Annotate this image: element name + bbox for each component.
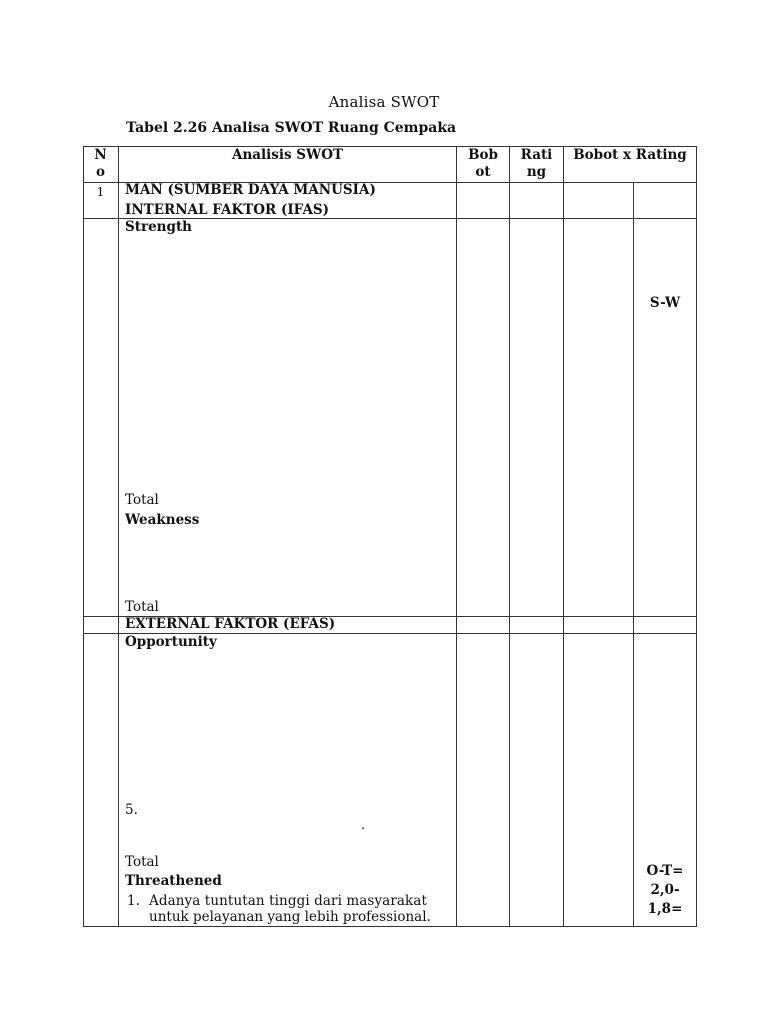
header-bobot-x-rating: Bobot x Rating — [573, 147, 687, 163]
table-border-left — [83, 146, 84, 927]
threat-item-1-line-2: untuk pelayanan yang lebih professional. — [149, 909, 431, 925]
strength-label: Strength — [125, 219, 192, 235]
col-rating-divider — [563, 146, 564, 927]
threat-item-1-number: 1. — [127, 893, 140, 909]
opportunity-total: Total — [125, 854, 159, 870]
row1-internal: INTERNAL FAKTOR (IFAS) — [125, 202, 330, 218]
table-caption: Tabel 2.26 Analisa SWOT Ruang Cempaka — [126, 120, 457, 136]
col-no-divider — [118, 146, 119, 927]
row1-category: MAN (SUMBER DAYA MANUSIA) — [125, 182, 376, 198]
opportunity-item-5: 5. — [125, 802, 138, 818]
header-bobot-2: ot — [475, 164, 491, 180]
weakness-label: Weakness — [125, 512, 200, 528]
header-no-1: N — [94, 147, 107, 163]
opportunity-label: Opportunity — [125, 634, 217, 650]
strength-result: S-W — [649, 295, 681, 311]
threat-item-1-line-1: Adanya tuntutan tinggi dari masyarakat — [149, 893, 427, 909]
header-rating-2: ng — [526, 164, 547, 180]
threat-result-line-2: 2,0- — [650, 882, 680, 898]
external-factor-heading: EXTERNAL FAKTOR (EFAS) — [125, 616, 336, 632]
stray-dot: . — [361, 818, 366, 833]
col-analysis-divider — [456, 146, 457, 927]
weakness-total: Total — [125, 599, 159, 615]
header-rating-1: Rati — [520, 147, 553, 163]
table-border-right — [696, 146, 697, 927]
header-analysis: Analisis SWOT — [231, 147, 344, 163]
header-bobot-1: Bob — [468, 147, 498, 163]
threat-label: Threathened — [125, 873, 222, 889]
threat-result-line-3: 1,8= — [647, 901, 683, 917]
threat-result-line-1: O-T= — [646, 863, 684, 879]
document-title: Analisa SWOT — [328, 93, 440, 111]
strength-total: Total — [125, 492, 159, 508]
swot-table — [83, 146, 697, 927]
col-bobot-divider — [509, 146, 510, 927]
header-no-2: o — [95, 164, 105, 180]
row1-number: 1 — [96, 184, 105, 199]
